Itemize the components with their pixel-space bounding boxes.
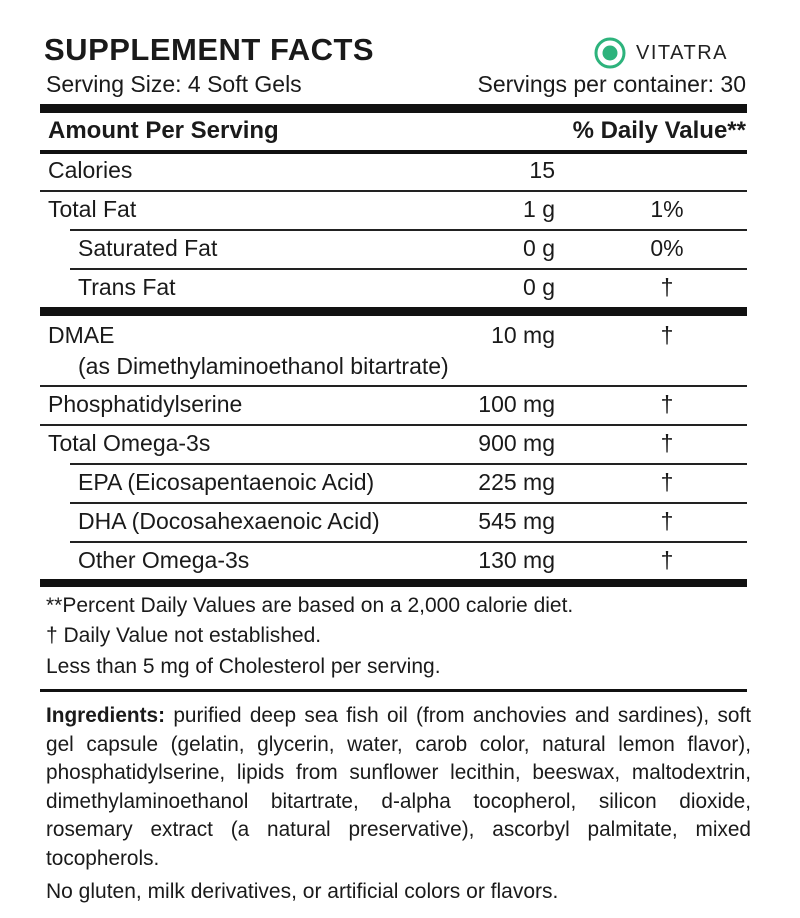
ingredients-block — [46, 702, 751, 873]
row-name: DMAE — [48, 322, 115, 348]
row-amount: 545 mg — [478, 508, 555, 534]
row-amount: 225 mg — [478, 469, 555, 495]
row-dv: 1% — [650, 196, 684, 222]
row-dv: 0% — [650, 235, 684, 261]
ingredients-label: Ingredients: — [46, 704, 166, 727]
cholesterol-note: Less than 5 mg of Cholesterol per serving. — [46, 655, 441, 678]
row-divider — [70, 463, 747, 465]
header-divider — [40, 150, 747, 154]
brand-name: VITATRA — [636, 41, 728, 64]
row-name: EPA (Eicosapentaenoic Acid) — [78, 469, 375, 495]
top-thick-divider — [40, 104, 747, 113]
row-divider — [70, 268, 747, 270]
row-divider — [40, 424, 747, 426]
row-dv: † — [660, 547, 674, 573]
row-dv: † — [660, 430, 674, 456]
daily-value-header: % Daily Value** — [572, 117, 746, 144]
daily-value-footnote: **Percent Daily Values are based on a 2,000 calorie diet. — [46, 594, 574, 617]
allergen-note: No gluten, milk derivatives, or artificial colors or flavors. — [46, 880, 559, 903]
row-amount: 0 g — [523, 235, 555, 261]
row-amount: 10 mg — [491, 322, 555, 348]
row-divider — [70, 229, 747, 231]
row-name: Other Omega-3s — [78, 547, 250, 573]
row-amount: 0 g — [523, 274, 555, 300]
row-divider — [70, 541, 747, 543]
row-amount: 1 g — [523, 196, 555, 222]
row-name: Trans Fat — [78, 274, 176, 300]
row-amount: 100 mg — [478, 391, 555, 417]
row-name: DHA (Docosahexaenoic Acid) — [78, 508, 380, 534]
row-amount: 15 — [529, 157, 555, 183]
serving-size: Serving Size: 4 Soft Gels — [46, 71, 302, 97]
row-dv: † — [660, 508, 674, 534]
brand — [594, 37, 728, 69]
row-name: Phosphatidylserine — [48, 391, 243, 417]
row-name: Calories — [48, 157, 133, 183]
row-name: Saturated Fat — [78, 235, 218, 261]
row-subname: (as Dimethylaminoethanol bitartrate) — [78, 353, 449, 379]
servings-per-container: Servings per container: 30 — [477, 71, 746, 97]
row-divider — [40, 190, 747, 192]
panel-title: SUPPLEMENT FACTS — [44, 32, 375, 67]
row-dv: † — [660, 274, 674, 300]
row-dv: † — [660, 469, 674, 495]
row-amount: 130 mg — [478, 547, 555, 573]
row-dv: † — [660, 391, 674, 417]
row-divider — [70, 502, 747, 504]
row-divider — [40, 385, 747, 387]
dagger-footnote: † Daily Value not established. — [46, 624, 322, 647]
row-amount: 900 mg — [478, 430, 555, 456]
ingredients-divider — [40, 689, 747, 692]
row-name: Total Fat — [48, 196, 137, 222]
row-dv: † — [660, 322, 674, 348]
bottom-thick-divider — [40, 579, 747, 587]
amount-per-serving-header: Amount Per Serving — [48, 117, 279, 144]
serving-info — [46, 71, 746, 98]
row-name: Total Omega-3s — [48, 430, 211, 456]
brand-logo-icon — [594, 37, 626, 69]
ingredients-text: purified deep sea fish oil (from anchovies and sardines), soft gel capsule (gelatin, glycerin, water, carob color, natural lemon flavor), phosphatidylserine, lipids from sunflower lecithin, beeswax, maltodextrin, dimethylaminoethanol bitartrate, d-alpha tocopherol, silicon dioxide, rosemary extract (a natural preservative), ascorbyl palmitate, mixed tocopherols. — [46, 704, 751, 870]
section-thick-divider — [40, 307, 747, 316]
